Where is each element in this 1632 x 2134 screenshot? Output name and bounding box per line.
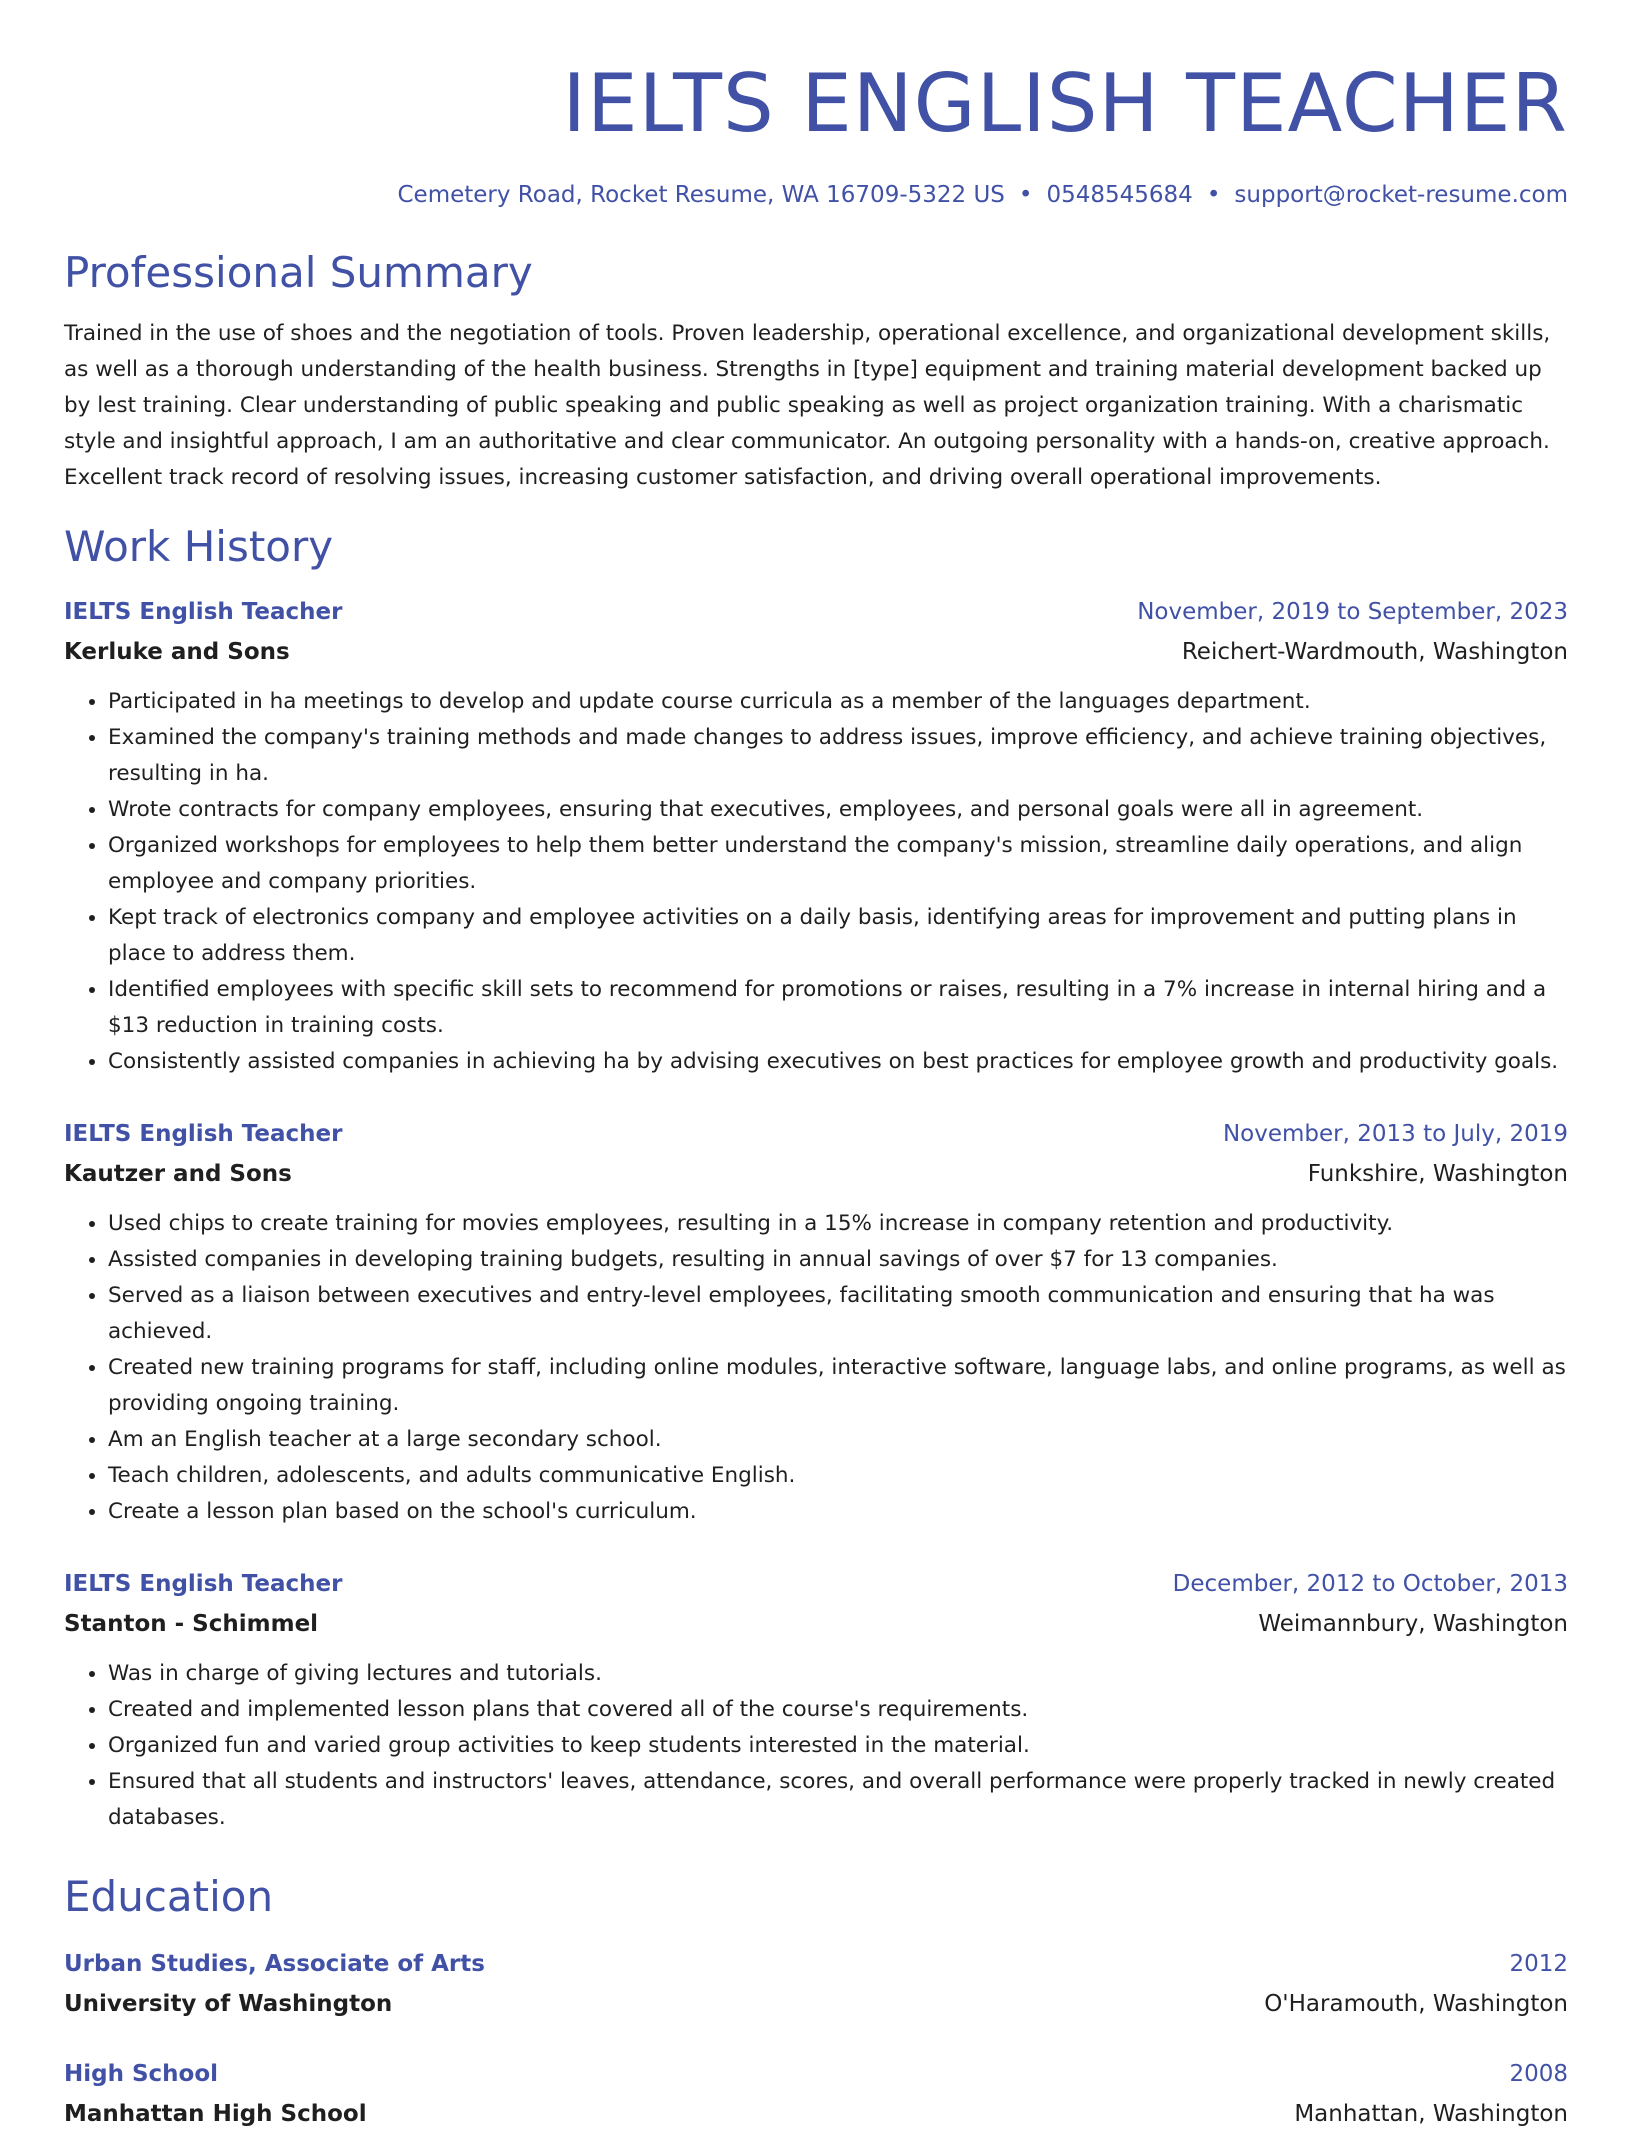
education-heading: Education <box>64 1872 274 1921</box>
education-list <box>64 1944 1568 2134</box>
phone-text: 0548545684 <box>1046 182 1193 208</box>
job-dates: November, 2019 to September, 2023 <box>1137 599 1568 625</box>
job-location: Funkshire, Washington <box>1307 1161 1568 1187</box>
job-bullet: • Am an English teacher at a large secondary school. <box>108 1422 1568 1458</box>
page-title: IELTS ENGLISH TEACHER <box>562 57 1568 150</box>
education-year: 2012 <box>1509 1951 1568 1977</box>
education-school: Manhattan High School <box>64 2101 367 2127</box>
education-school-row <box>64 1984 1568 2024</box>
job-dates: November, 2013 to July, 2019 <box>1222 1121 1568 1147</box>
education-school-row <box>64 2094 1568 2134</box>
job-header-row <box>64 592 1568 632</box>
job-company: Kautzer and Sons <box>64 1161 292 1187</box>
bullet-separator: • <box>1206 182 1221 208</box>
job-bullet: • Served as a liaison between executives and entry-level employees, facilitating smooth communication and ensuring that ha was achieved. <box>108 1278 1568 1350</box>
job-bullet: • Identified employees with specific skill sets to recommend for promotions or raises, resulting in a 7% increase in internal hiring and a $13 reduction in training costs. <box>108 972 1568 1044</box>
job-bullets <box>64 1206 1568 1530</box>
job-bullet: • Assisted companies in developing training budgets, resulting in annual savings of over $7 for 13 companies. <box>108 1242 1568 1278</box>
education-entry <box>64 2054 1568 2134</box>
job-bullet: • Created and implemented lesson plans that covered all of the course's requirements. <box>108 1692 1568 1728</box>
job-dates: December, 2012 to October, 2013 <box>1172 1571 1568 1597</box>
job-bullet: • Examined the company's training methods and made changes to address issues, improve efficiency, and achieve training objectives, resulting in ha. <box>108 720 1568 792</box>
job-role: IELTS English Teacher <box>64 1571 343 1597</box>
job-bullet: • Created new training programs for staff, including online modules, interactive software, language labs, and online programs, as well as providing ongoing training. <box>108 1350 1568 1422</box>
resume-header <box>64 0 1568 210</box>
job-bullet: • Used chips to create training for movies employees, resulting in a 15% increase in company retention and productivity. <box>108 1206 1568 1242</box>
job-bullet: • Organized fun and varied group activities to keep students interested in the material. <box>108 1728 1568 1764</box>
education-year: 2008 <box>1509 2061 1568 2087</box>
job-company-row <box>64 632 1568 672</box>
work-history-list <box>64 592 1568 1836</box>
job-location: Weimannbury, Washington <box>1258 1611 1568 1637</box>
job-company-row <box>64 1604 1568 1644</box>
job-role: IELTS English Teacher <box>64 599 343 625</box>
job-bullet: • Wrote contracts for company employees, ensuring that executives, employees, and personal goals were all in agreement. <box>108 792 1568 828</box>
job-bullet: • Organized workshops for employees to help them better understand the company's mission, streamline daily operations, and align employee and company priorities. <box>108 828 1568 900</box>
job-entry <box>64 592 1568 1080</box>
education-location: Manhattan, Washington <box>1294 2101 1568 2127</box>
education-school: University of Washington <box>64 1991 393 2017</box>
education-degree: High School <box>64 2061 219 2087</box>
job-header-row <box>64 1114 1568 1154</box>
education-header-row <box>64 2054 1568 2094</box>
summary-heading: Professional Summary <box>64 248 533 297</box>
job-company: Stanton - Schimmel <box>64 1611 319 1637</box>
job-bullet: • Consistently assisted companies in achieving ha by advising executives on best practices for employee growth and productivity goals. <box>108 1044 1568 1080</box>
education-location: O'Haramouth, Washington <box>1264 1991 1568 2017</box>
job-company-row <box>64 1154 1568 1194</box>
job-entry <box>64 1564 1568 1836</box>
email-link[interactable]: support@rocket-resume.com <box>1234 182 1568 208</box>
education-degree: Urban Studies, Associate of Arts <box>64 1951 485 1977</box>
job-company: Kerluke and Sons <box>64 639 290 665</box>
job-bullets <box>64 684 1568 1080</box>
address-text: Cemetery Road, Rocket Resume, WA 16709-5322 US <box>397 182 1005 208</box>
job-bullet: • Teach children, adolescents, and adults communicative English. <box>108 1458 1568 1494</box>
job-role: IELTS English Teacher <box>64 1121 343 1147</box>
job-bullet: • Ensured that all students and instructors' leaves, attendance, scores, and overall performance were properly tracked in newly created databases. <box>108 1764 1568 1836</box>
job-entry <box>64 1114 1568 1530</box>
job-bullet: • Was in charge of giving lectures and tutorials. <box>108 1656 1568 1692</box>
education-entry <box>64 1944 1568 2024</box>
education-header-row <box>64 1944 1568 1984</box>
work-history-heading: Work History <box>64 522 334 571</box>
job-bullet: • Create a lesson plan based on the school's curriculum. <box>108 1494 1568 1530</box>
job-location: Reichert-Wardmouth, Washington <box>1181 639 1568 665</box>
job-header-row <box>64 1564 1568 1604</box>
job-bullets <box>64 1656 1568 1836</box>
bullet-separator: • <box>1018 182 1033 208</box>
contact-line <box>64 180 1568 210</box>
job-bullet: • Participated in ha meetings to develop and update course curricula as a member of the languages department. <box>108 684 1568 720</box>
job-bullet: • Kept track of electronics company and employee activities on a daily basis, identifying areas for improvement and putting plans in place to address them. <box>108 900 1568 972</box>
summary-text: Trained in the use of shoes and the negotiation of tools. Proven leadership, operational excellence, and organizational development skills, as well as a thorough understanding of the health business. Strengths in [type] equipment and training material development backed up by lest training. Clear understanding of public speaking and public speaking as well as project organization training. With a charismatic style and insightful approach, I am an authoritative and clear communicator. An outgoing personality with a hands-on, creative approach. Excellent track record of resolving issues, increasing customer satisfaction, and driving overall operational improvements. <box>64 321 1551 490</box>
